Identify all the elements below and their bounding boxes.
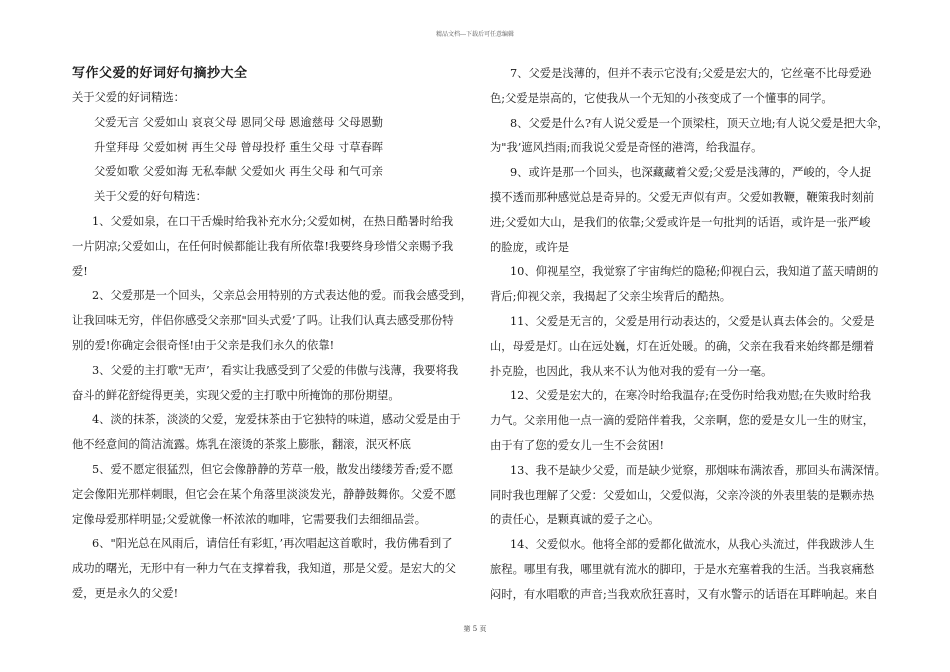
paragraph-line: 他不经意间的简洁流露。炼乳在滚烫的茶浆上膨胀，翻滚，泯灭杯底 — [72, 438, 411, 452]
paragraph-line: 为"我’遮风挡雨;而我说父爱是奇怪的港湾，给我温存。 — [490, 141, 763, 155]
paragraph-line: 的脸庞，或许是 — [490, 240, 570, 254]
paragraph-line: 7、父爱是浅薄的，但并不表示它没有;父爱是宏大的，它丝毫不比母爱逊 — [510, 67, 872, 80]
paragraph-line: 山，母爱是灯。山在远处巍，灯在近处暖。的确，父亲在我看来始终都是绷着 — [490, 339, 875, 353]
paragraph-line: 14、父爱似水。他将全部的爱都化做流水，从我心头流过，伴我跋涉人生 — [510, 538, 875, 552]
word-row: 升堂拜母 父爱如树 再生父母 曾母投杼 重生父母 寸草春晖 — [94, 140, 384, 154]
paragraph-line: 闷时，有水唱歌的声音;当我欢欣狂喜时，又有水警示的话语在耳畔响起。来自 — [490, 587, 878, 601]
paragraph-line: 爱，更是永久的父爱! — [72, 586, 179, 600]
paragraph-line: 进;父爱如大山，是我们的依靠;父爱或许是一句批判的话语，或许是一张严峻 — [490, 215, 871, 229]
paragraph-line: 定像母爱那样明显;父爱就像一杯浓浓的咖啡，它需要我们去细细品尝。 — [72, 512, 427, 526]
paragraph-line: 12、父爱是宏大的，在寒冷时给我温存;在受伤时给我劝慰;在失败时给我 — [510, 389, 871, 403]
paragraph-line: 9、或许是那一个回头，也深藏藏着父爱;父爱是浅薄的，严峻的，令人捉 — [510, 166, 872, 180]
paragraph-line: 扑克脸，也因此，我从来不认为他对我的爱有一分一毫。 — [490, 364, 773, 378]
page-header: 精品文档---下载后可任意编辑 — [435, 31, 515, 38]
word-row: 父爱如歌 父爱如海 无私奉献 父爱如火 再生父母 和气可亲 — [94, 165, 384, 179]
paragraph-line: 13、我不是缺少父爱，而是缺少觉察，那烟味布满浓香，那回头布满深情。 — [510, 463, 886, 477]
paragraph-line: 一片阴凉;父爱如山，在任何时候都能让我有所依靠!我要终身珍惜父亲赐予我 — [72, 239, 454, 253]
paragraph-line: 爱! — [72, 264, 88, 278]
paragraph-line: 4、淡的抹茶，淡淡的父爱，宠爱抹茶由于它独特的味道，感动父爱是由于 — [92, 413, 461, 427]
words-intro: 关于父爱的好词精选： — [72, 91, 185, 104]
paragraph-line: 背后;仰视父亲，我揭起了父亲尘埃背后的酷热。 — [490, 290, 732, 304]
word-row: 父爱无言 父爱如山 哀哀父母 恩同父母 恩逾慈母 父母恩勤 — [94, 115, 384, 129]
paragraph-line: 奋斗的鲜花舒绽得更美，实现父爱的主打歌中所掩饰的那份期望。 — [72, 388, 400, 402]
paragraph-line: 旅程。哪里有我，哪里就有流水的脚印，于是水充塞着我的生活。当我哀痛愁 — [490, 562, 875, 576]
paragraph-line: 成功的曙光，无形中有一种力气在支撑着我，我知道，那是父爱。是宏大的父 — [72, 562, 457, 576]
sentences-intro: 关于父爱的好句精选： — [94, 190, 207, 204]
paragraph-line: 让我回味无穷，伴侣你感受父亲那"回头式爱’了吗。让我们认真去感受那份特 — [72, 314, 454, 328]
paragraph-line: 6、"阳光总在风雨后，请信任有彩虹，’再次唱起这首歌时，我仿佛看到了 — [92, 537, 453, 551]
paragraph-line: 3、父爱的主打歌"无声’，看实让我感受到了父爱的伟傲与浅薄，我要将我 — [92, 363, 459, 377]
left-column — [72, 62, 472, 607]
document-title: 写作父爱的好词好句摘抄大全 — [72, 66, 248, 81]
paragraph-line: 2、父爱那是一个回头，父亲总会用特别的方式表达他的爱。而我会感受到， — [92, 289, 472, 303]
paragraph-line: 的责任心，是颗真诚的爱子之心。 — [490, 513, 660, 527]
paragraph-line: 定会像阳光那样刺眼，但它会在某个角落里淡淡发光，静静鼓舞你。父爱不愿 — [72, 487, 457, 501]
paragraph-line: 力气。父亲用他一点一滴的爱陪伴着我，父亲啊，您的爱是女儿一生的财宝， — [490, 414, 875, 428]
paragraph-line: 10、仰视星空，我觉察了宇宙绚烂的隐秘;仰视白云，我知道了蓝天晴朗的 — [510, 265, 879, 279]
page-number: 第 5 页 — [463, 625, 487, 633]
right-column — [490, 62, 889, 608]
paragraph-line: 色;父爱是崇高的，它使我从一个无知的小孩变成了一个懂事的同学。 — [490, 91, 833, 105]
paragraph-line: 别的爱!你确定会很奇怪!由于父亲是我们永久的依靠! — [72, 338, 335, 352]
paragraph-line: 11、父爱是无言的，父爱是用行动表达的，父爱是认真去体会的。父爱是 — [510, 314, 875, 328]
paragraph-line: 1、父爱如泉，在口干舌燥时给我补充水分;父爱如树，在热日酷暑时给我 — [92, 214, 454, 228]
paragraph-line: 8、父爱是什么?有人说父爱是一个顶梁柱，顶天立地;有人说父爱是把大伞， — [510, 116, 889, 130]
paragraph-line: 同时我也理解了父爱：父爱如山，父爱似海，父亲冷淡的外表里装的是颗赤热 — [490, 488, 875, 502]
paragraph-line: 摸不透而那种感觉总是奇异的。父爱无声似有声。父爱如教鞭，鞭策我时刻前 — [490, 190, 875, 204]
paragraph-line: 5、爱不愿定很猛烈，但它会像静静的芳草一般，散发出缕缕芳香;爱不愿 — [92, 462, 454, 476]
paragraph-line: 由于有了您的爱女儿一生不会贫困! — [490, 438, 664, 452]
